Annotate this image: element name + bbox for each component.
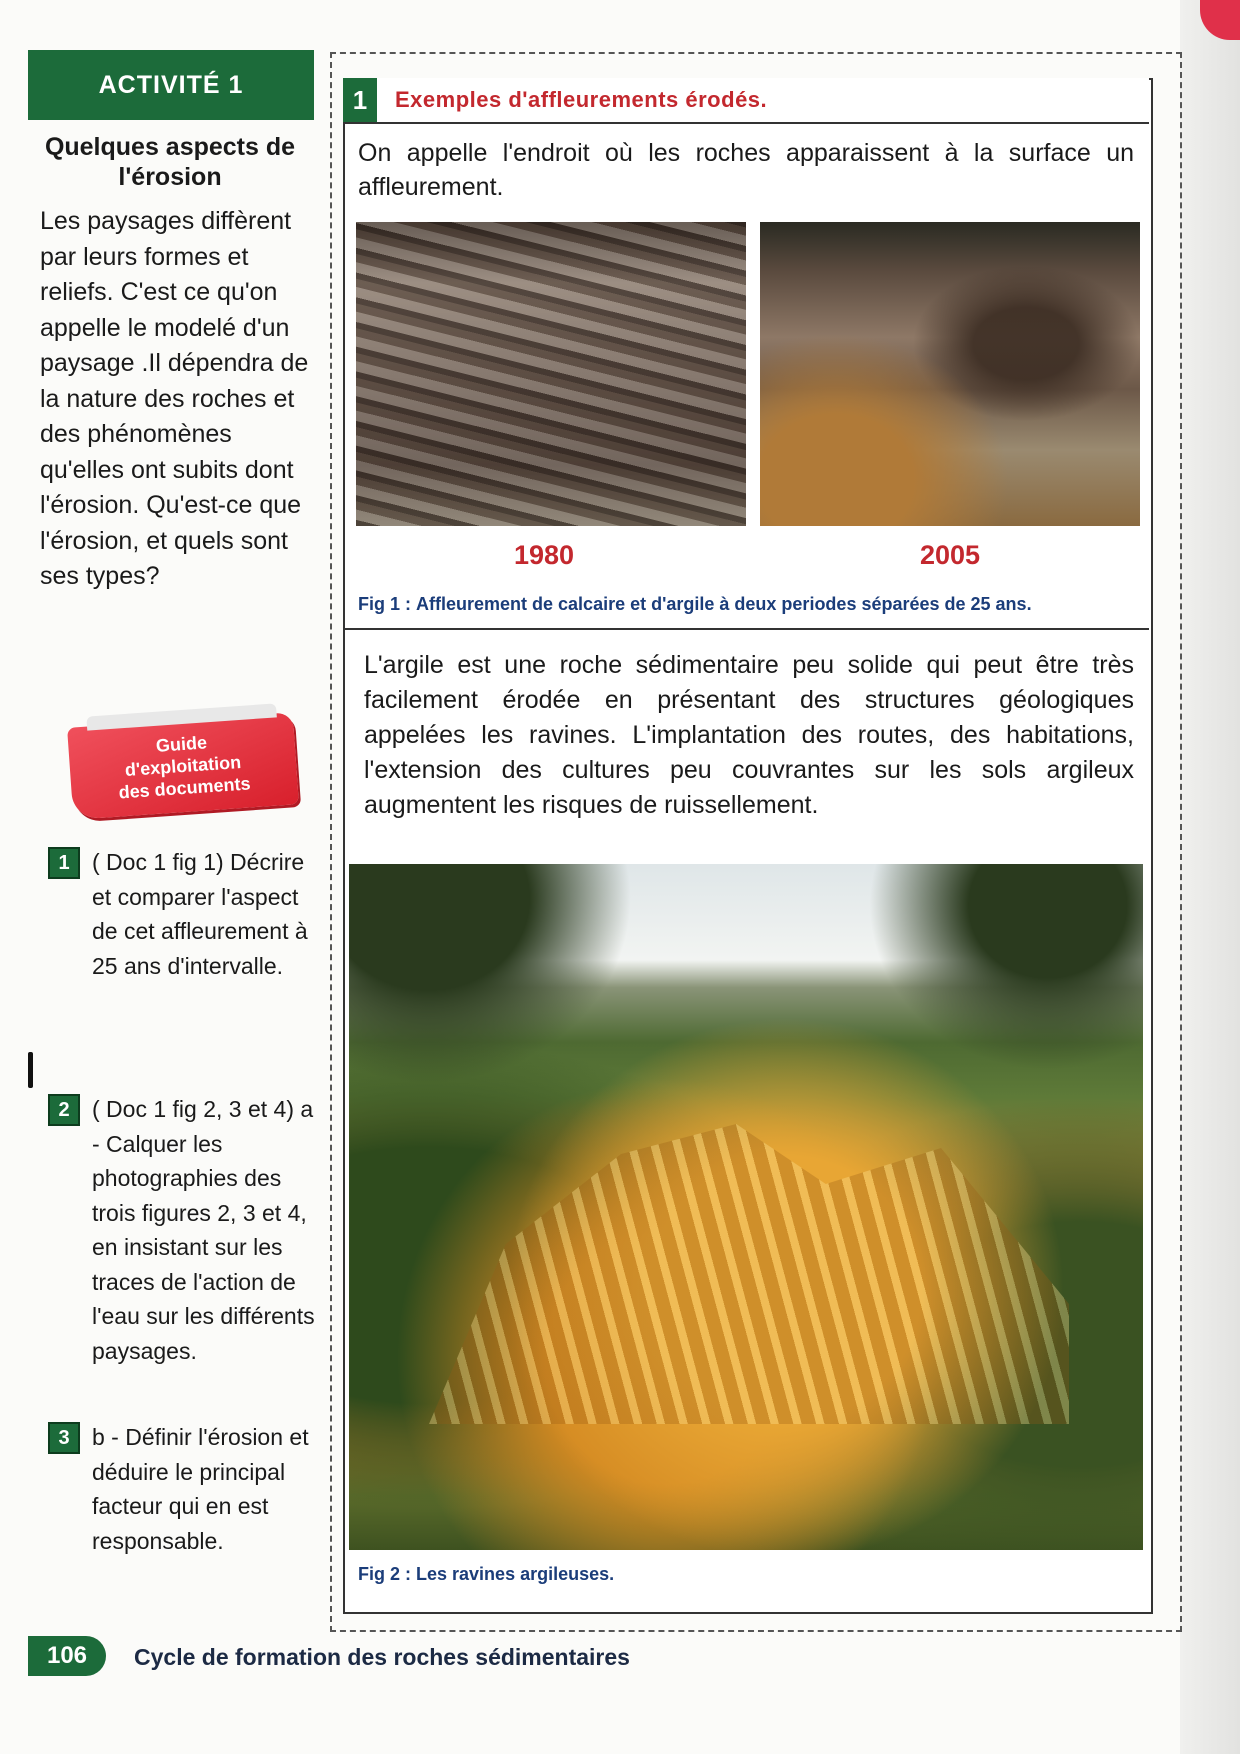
question-text: ( Doc 1 fig 2, 3 et 4) a - Calquer les photographies des trois figures 2, 3 et 4, en insistant sur les traces de l'action de l'eau sur les différents paysages. (92, 1096, 315, 1364)
question-number: 1 (48, 847, 80, 879)
fig2-caption-text: Les ravines argileuses. (416, 1564, 615, 1584)
question-1 (48, 845, 318, 983)
question-text: b - Définir l'érosion et déduire le principal facteur qui en est responsable. (92, 1424, 309, 1554)
outcrop-photo-1980 (356, 222, 746, 526)
section-title: Quelques aspects de l'érosion (44, 133, 296, 191)
fig1-caption (358, 594, 1032, 615)
question-number: 3 (48, 1422, 80, 1454)
page-number: 106 (28, 1636, 106, 1676)
question-text: ( Doc 1 fig 1) Décrire et comparer l'aspect de cet affleurement à 25 ans d'intervalle. (92, 849, 308, 979)
guide-line-1: Guide (155, 732, 208, 756)
document-number: 1 (343, 78, 377, 122)
page-edge (1180, 0, 1240, 1754)
chapter-title: Cycle de formation des roches sédimentaires (134, 1644, 630, 1670)
question-number: 2 (48, 1094, 80, 1126)
clay-ravines-photo (349, 864, 1143, 1550)
document-title: Exemples d'affleurements érodés. (395, 87, 768, 112)
section-divider (343, 628, 1149, 630)
document-header (343, 78, 1149, 124)
fig1-caption-text: Affleurement de calcaire et d'argile à deux periodes séparées de 25 ans. (416, 594, 1032, 614)
guide-line-3: des documents (117, 773, 252, 803)
margin-mark (28, 1052, 33, 1088)
intro-paragraph: Les paysages diffèrent par leurs formes et reliefs. C'est ce qu'on appelle le modelé d'un paysage .Il dépendra de la nature des roches et des phénomènes qu'elles ont subits dont l'érosion. Qu'est-ce que l'érosion, et quels sont ses types? (40, 207, 309, 590)
activity-badge: ACTIVITÉ 1 (28, 50, 314, 120)
clay-paragraph: L'argile est une roche sédimentaire peu solide qui peut être très facilement érodée en présentant des structures géologiques appelées les ravines. L'implantation des routes, des habitations, l'extension des cultures peu couvrantes sur les sols argileux augmentent les risques de ruissellement. (364, 651, 1134, 819)
year-label-2005: 2005 (920, 540, 981, 570)
ravine-ridges (429, 1124, 1069, 1424)
fig2-label: Fig 2 : (358, 1564, 411, 1584)
outcrop-photo-2005 (760, 222, 1140, 526)
fig2-caption (358, 1564, 614, 1585)
definition-text: On appelle l'endroit où les roches apparaissent à la surface un affleurement. (358, 139, 1134, 201)
question-2 (48, 1092, 318, 1368)
question-3 (48, 1420, 318, 1558)
guide-line-2: d'exploitation (124, 751, 242, 781)
guide-tab (67, 712, 299, 820)
year-label-1980: 1980 (514, 540, 575, 570)
fig1-label: Fig 1 : (358, 594, 411, 614)
